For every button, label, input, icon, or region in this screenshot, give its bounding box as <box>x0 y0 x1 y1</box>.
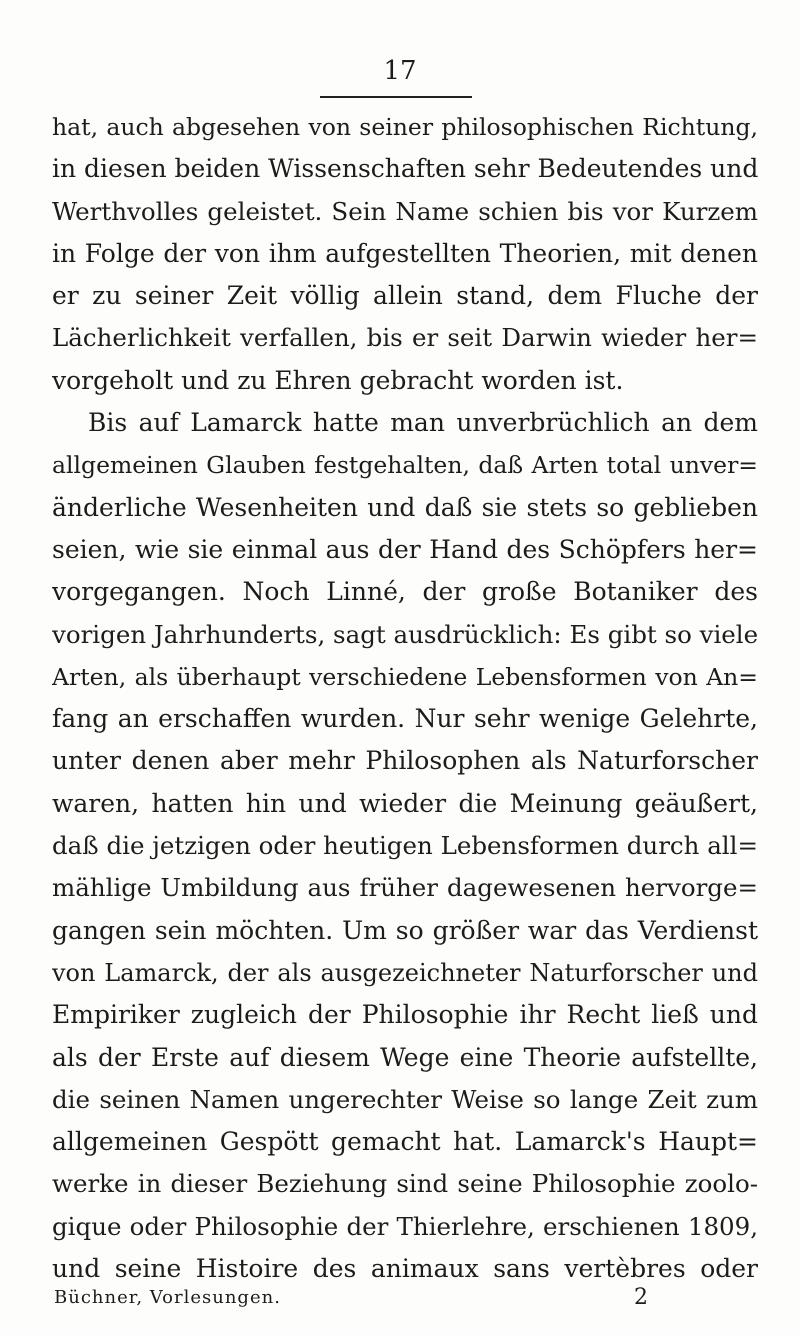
sheet-mark: 2 <box>634 1285 648 1310</box>
page-number: 17 <box>383 56 417 86</box>
text-line: daß die jetzigen oder heutigen Lebensformen durch all= <box>52 831 758 861</box>
text-line: allgemeinen Glauben festgehalten, daß Arten total unver= <box>52 451 758 480</box>
text-line: er zu seiner Zeit völlig allein stand, dem Fluche der <box>52 281 758 311</box>
text-line: fang an erschaffen wurden. Nur sehr wenige Gelehrte, <box>52 704 758 734</box>
text-line: die seinen Namen ungerechter Weise so lange Zeit zum <box>52 1084 758 1114</box>
header-rule <box>320 96 472 98</box>
text-line: mählige Umbildung aus früher dagewesenen hervorge= <box>52 873 758 903</box>
text-line: gangen sein möchten. Um so größer war das Verdienst <box>52 915 758 945</box>
body-text <box>52 106 758 1290</box>
text-line: in diesen beiden Wissenschaften sehr Bedeutendes und <box>52 154 758 184</box>
text-line: werke in dieser Beziehung sind seine Philosophie zoolo- <box>52 1169 758 1199</box>
text-line: in Folge der von ihm aufgestellten Theorien, mit denen <box>52 238 758 268</box>
text-line: änderliche Wesenheiten und daß sie stets so geblieben <box>52 492 758 522</box>
signature-line: Büchner, Vorlesungen. <box>54 1287 281 1308</box>
text-line: vorigen Jahrhunderts, sagt ausdrücklich: Es gibt so viele <box>52 619 758 649</box>
text-line: als der Erste auf diesem Wege eine Theorie aufstellte, <box>52 1042 758 1072</box>
text-line: Arten, als überhaupt verschiedene Lebensformen von An= <box>52 662 758 691</box>
text-line: Lächerlichkeit verfallen, bis er seit Darwin wieder her= <box>52 323 758 353</box>
text-line: allgemeinen Gespött gemacht hat. Lamarck's Haupt= <box>52 1127 758 1157</box>
text-line: waren, hatten hin und wieder die Meinung geäußert, <box>52 788 758 818</box>
text-line: Empiriker zugleich der Philosophie ihr Recht ließ und <box>52 1000 758 1030</box>
page-footer <box>52 1284 758 1312</box>
text-line: unter denen aber mehr Philosophen als Naturforscher <box>52 746 758 776</box>
text-line: gique oder Philosophie der Thierlehre, erschienen 1809, <box>52 1211 758 1241</box>
text-line: und seine Histoire des animaux sans vertèbres oder <box>52 1254 758 1284</box>
text-line: seien, wie sie einmal aus der Hand des Schöpfers her= <box>52 534 758 564</box>
text-line: hat, auch abgesehen von seiner philosophischen Richtung, <box>52 113 758 141</box>
text-line: vorgeholt und zu Ehren gebracht worden ist. <box>52 365 624 395</box>
text-line: Werthvolles geleistet. Sein Name schien bis vor Kurzem <box>52 196 758 226</box>
text-line: vorgegangen. Noch Linné, der große Botaniker des <box>52 577 758 607</box>
text-line: Bis auf Lamarck hatte man unverbrüchlich an dem <box>88 408 758 438</box>
text-line: von Lamarck, der als ausgezeichneter Naturforscher und <box>52 958 758 987</box>
